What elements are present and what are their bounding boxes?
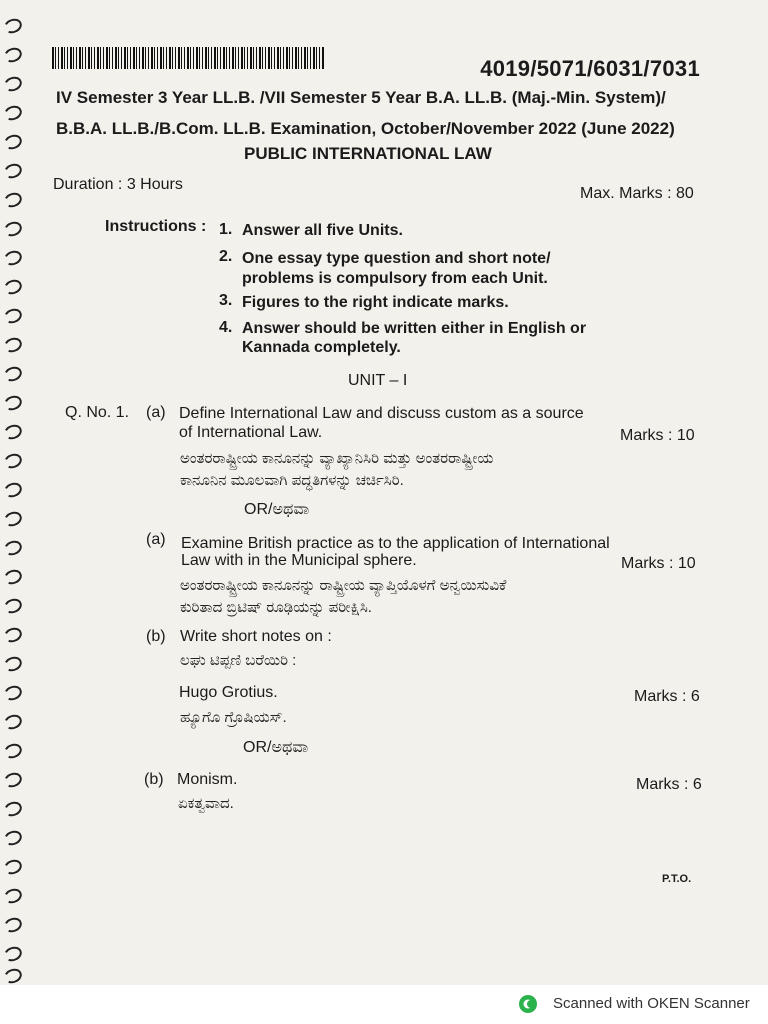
paper-code: 4019/5071/6031/7031 xyxy=(480,56,700,81)
question-text: Monism. xyxy=(177,771,238,788)
question-part: (a) xyxy=(146,404,166,421)
scanner-logo-icon xyxy=(518,994,538,1014)
instruction-text: One essay type question and short note/ xyxy=(242,250,551,267)
or-divider: OR/ಅಥವಾ xyxy=(244,501,310,518)
unit-heading: UNIT – I xyxy=(348,372,408,389)
instruction-text: Figures to the right indicate marks. xyxy=(242,294,509,311)
question-text-kannada: ಕಾನೂನಿನ ಮೂಲವಾಗಿ ಪದ್ಧತಿಗಳನ್ನು ಚರ್ಚಿಸಿರಿ. xyxy=(180,472,404,489)
question-text: Hugo Grotius. xyxy=(179,684,278,701)
instruction-number: 3. xyxy=(219,292,233,309)
question-text: Examine British practice as to the application of International xyxy=(181,535,610,552)
question-number: Q. No. 1. xyxy=(65,404,130,421)
max-marks: Max. Marks : 80 xyxy=(580,185,694,202)
instruction-text: Answer should be written either in English or xyxy=(242,320,587,337)
duration: Duration : 3 Hours xyxy=(53,176,183,193)
question-text-kannada: ಕುರಿತಾದ ಬ್ರಿಟಿಷ್ ರೂಢಿಯನ್ನು ಪರೀಕ್ಷಿಸಿ. xyxy=(180,599,372,616)
question-text: Define International Law and discuss custom as a source xyxy=(179,405,584,422)
marks: Marks : 6 xyxy=(634,688,700,705)
header-line-1: IV Semester 3 Year LL.B. /VII Semester 5 Year B.A. LL.B. (Maj.-Min. System)/ xyxy=(56,88,666,107)
instruction-number: 4. xyxy=(219,319,233,336)
subject-title: PUBLIC INTERNATIONAL LAW xyxy=(244,144,492,163)
question-text-kannada: ಅಂತರರಾಷ್ಟ್ರೀಯ ಕಾನೂನನ್ನು ವ್ಯಾಖ್ಯಾನಿಸಿರಿ ಮತ್ತು ಅಂತರರಾಷ್ಟ್ರೀಯ xyxy=(180,450,494,467)
instructions-label: Instructions : xyxy=(105,218,207,235)
question-text: Law with in the Municipal sphere. xyxy=(181,552,417,569)
question-text-kannada: ಅಂತರರಾಷ್ಟ್ರೀಯ ಕಾನೂನನ್ನು ರಾಷ್ಟ್ರೀಯ ವ್ಯಾಪ್ತಿಯೊಳಗೆ ಅನ್ವಯಿಸುವಿಕೆ xyxy=(180,577,507,594)
question-text: Write short notes on : xyxy=(180,628,332,645)
question-text-kannada: ಏಕತ್ವವಾದ. xyxy=(178,795,234,812)
marks: Marks : 6 xyxy=(636,776,702,793)
instruction-text: problems is compulsory from each Unit. xyxy=(242,270,548,287)
question-part: (b) xyxy=(146,628,166,645)
or-divider: OR/ಅಥವಾ xyxy=(243,739,309,756)
spiral-binding xyxy=(2,18,24,983)
instruction-text: Kannada completely. xyxy=(242,339,401,356)
question-text-kannada: ಲಘು ಟಿಪ್ಪಣಿ ಬರೆಯಿರಿ : xyxy=(180,652,297,669)
instruction-number: 1. xyxy=(219,221,233,238)
marks: Marks : 10 xyxy=(620,427,695,444)
pto-marker: P.T.O. xyxy=(662,873,692,885)
marks: Marks : 10 xyxy=(621,555,696,572)
instruction-text: Answer all five Units. xyxy=(242,222,403,239)
instruction-number: 2. xyxy=(219,248,233,265)
question-text-kannada: ಹ್ಯೂಗೊ ಗ್ರೊಷಿಯಸ್. xyxy=(180,709,287,726)
barcode xyxy=(52,47,324,69)
scanner-watermark: Scanned with OKEN Scanner xyxy=(553,995,750,1012)
scanner-footer xyxy=(0,985,768,1024)
header-line-2: B.B.A. LL.B./B.Com. LL.B. Examination, October/November 2022 (June 2022) xyxy=(56,119,675,138)
question-text: of International Law. xyxy=(179,424,323,441)
question-part: (b) xyxy=(144,771,164,788)
question-part: (a) xyxy=(146,531,166,548)
